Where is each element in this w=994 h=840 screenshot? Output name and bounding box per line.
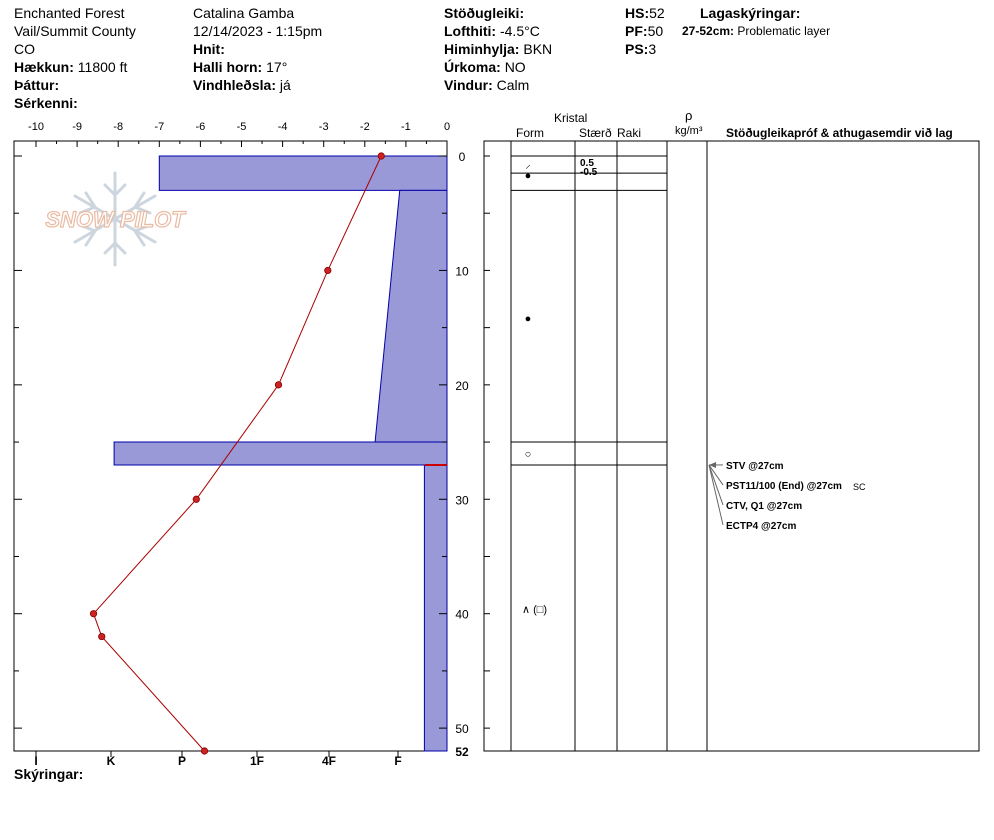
hardness-layer-2 [114, 442, 447, 465]
depth-tick-label: 40 [455, 607, 469, 622]
elevation-label: Hækkun: [14, 59, 74, 75]
temperature-point [378, 153, 384, 159]
slope-label: Halli horn: [193, 59, 263, 75]
hardness-tick-label: P [177, 754, 187, 768]
temperature-point [201, 748, 207, 754]
temperature-point [275, 382, 281, 388]
ps-label: PS: [625, 41, 649, 57]
crystal-form-symbol: ● [524, 170, 532, 183]
notes-label: Skýringar: [14, 766, 84, 782]
precip-label: Úrkoma: [444, 59, 501, 75]
hardness-tick-label: 1F [249, 754, 265, 768]
depth-tick-label: 0 [458, 150, 466, 164]
ps-value: 3 [648, 41, 657, 57]
temp-tick-label: -9 [72, 121, 82, 133]
state-name: CO [14, 41, 35, 57]
wind-label: Vindur: [444, 77, 493, 93]
form-header: Form [516, 126, 544, 140]
density-symbol-header: ρ [685, 108, 693, 123]
stability-test-label: ECTP4 @27cm [726, 520, 797, 532]
depth-tick-label: 20 [455, 378, 469, 393]
observer-name: Catalina Gamba [193, 5, 295, 21]
hardness-layer-0 [159, 156, 447, 190]
temp-tick-label: 0 [443, 121, 451, 133]
temp-tick-label: -8 [113, 121, 124, 133]
hardness-layer-3 [424, 465, 447, 751]
moisture-header: Raki [617, 126, 642, 140]
density-unit-header: kg/m³ [675, 125, 703, 137]
hardness-tick-label: 4F [321, 754, 337, 768]
stability-test-label: STV @27cm [726, 460, 784, 472]
test-leader-line [709, 465, 723, 505]
temperature-point [99, 633, 105, 639]
layer-table [484, 141, 979, 751]
hs-label: HS: [625, 5, 650, 21]
sky-label: Himinhylja: [444, 41, 520, 57]
region-name: Vail/Summit County [14, 23, 136, 39]
temperature-point [193, 496, 199, 502]
crystal-form-symbol: ● [524, 313, 532, 326]
depth-tick-label: 30 [455, 493, 469, 508]
layer-note-range: 27-52cm: [682, 24, 735, 38]
pf-label: PF: [625, 23, 648, 39]
crystal-form-symbol: ∧ (□) [522, 604, 548, 617]
hs-value: 52 [649, 5, 665, 21]
layers-title: Lagaskýringar: [700, 5, 801, 21]
depth-tick-label: 50 [455, 722, 469, 737]
crystal-header: Kristal [554, 111, 588, 125]
crystal-form-symbol: ○ [524, 448, 532, 461]
tests-header: Stöðugleikapróf & athugasemdir við lag [726, 126, 953, 140]
temperature-point [90, 610, 96, 616]
temp-tick-label: -6 [195, 121, 206, 133]
stability-test-label: CTV, Q1 @27cm [726, 500, 803, 512]
layer-table-frame [484, 141, 979, 751]
size-header: Stærð [579, 126, 612, 140]
air-temp-value: -4.5°C [499, 23, 540, 39]
hardness-layer-1 [375, 190, 447, 442]
depth-tick-label: 52 [455, 745, 469, 759]
temp-tick-label: -7 [154, 121, 165, 133]
snowpilot-logo-text: SNOW PILOT [45, 207, 185, 232]
stability-label: Stöðugleiki: [444, 5, 525, 21]
temp-tick-label: -10 [28, 121, 44, 133]
air-temp-label: Lofthiti: [444, 23, 497, 39]
elevation-value: 11800 ft [77, 59, 128, 75]
temp-tick-label: -2 [359, 121, 370, 133]
slope-value: 17° [266, 59, 288, 75]
temp-tick-label: -1 [401, 121, 411, 133]
hardness-tick-label: I [34, 754, 38, 768]
aspect-label: Þáttur: [14, 77, 60, 93]
precip-value: NO [504, 59, 526, 75]
wind-loading-value: já [279, 77, 291, 93]
crystal-size: 0.5 [580, 158, 594, 170]
stability-test-label: PST11/100 (End) @27cm [726, 480, 842, 492]
location-name: Enchanted Forest [14, 5, 125, 21]
crystal-form-symbol: ⸝ [525, 159, 531, 172]
temp-tick-label: -3 [318, 121, 329, 133]
stability-test-suffix: SC [853, 481, 866, 492]
layer-note-text: Problematic layer [737, 24, 831, 38]
crystal-size: -0.5 [580, 167, 598, 179]
coords-label: Hnit: [193, 41, 225, 57]
features-label: Sérkenni: [14, 95, 78, 111]
wind-loading-label: Vindhleðsla: [193, 77, 276, 93]
observation-datetime: 12/14/2023 - 1:15pm [193, 23, 323, 39]
wind-value: Calm [496, 77, 530, 93]
temperature-point [325, 267, 331, 273]
temp-tick-label: -5 [236, 121, 247, 133]
hardness-tick-label: F [394, 754, 402, 768]
temp-tick-label: -4 [277, 121, 288, 133]
depth-tick-label: 10 [455, 264, 469, 279]
hardness-tick-label: K [106, 754, 116, 768]
pf-value: 50 [647, 23, 664, 39]
hardness-layers [114, 156, 447, 751]
sky-value: BKN [523, 41, 553, 57]
test-leader-line [709, 465, 723, 525]
